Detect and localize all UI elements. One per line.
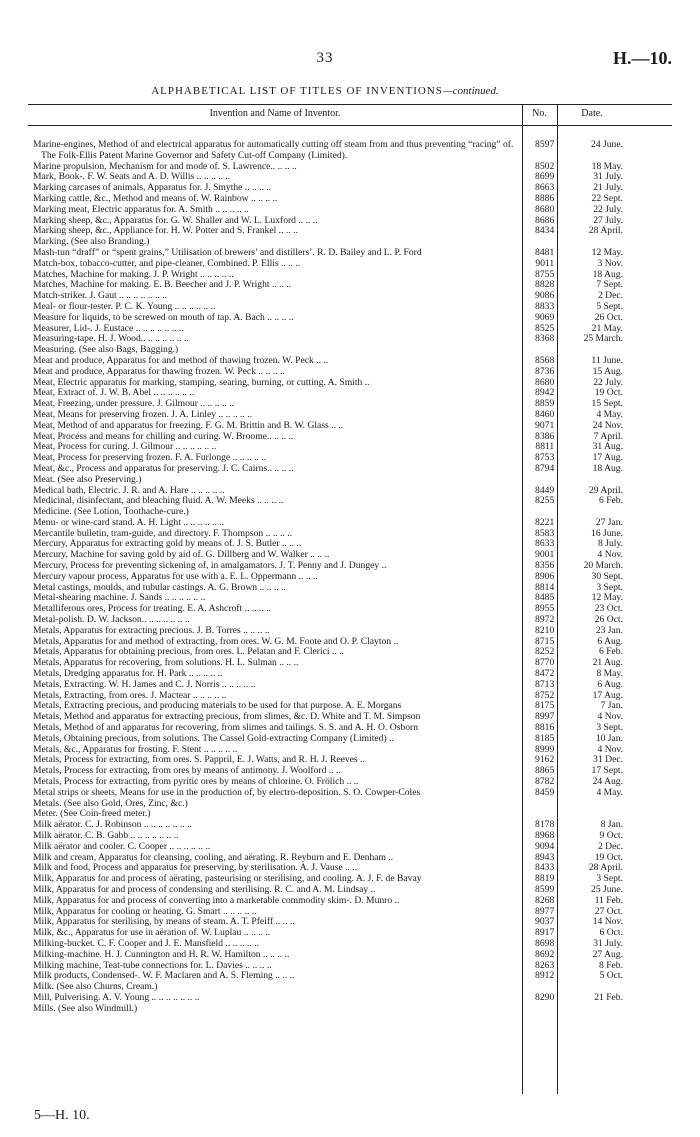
entry-number: 8698 <box>535 937 555 949</box>
entry-number: 8434 <box>535 225 555 237</box>
footer-signature: 5—H. 10. <box>34 1108 90 1123</box>
entry-date: 27 July. <box>593 214 623 226</box>
entry-date: 31 Dec. <box>593 754 623 766</box>
entry-title: Milk, &c., Apparatus for use in aëration of. W. Luplau .. .. .. .. <box>33 927 271 939</box>
entry-title: Mercury vapour process, Apparatus for use with a. E. L. Oppermann .. .. .. <box>33 570 318 582</box>
entry-date: 2 Dec. <box>597 840 623 852</box>
entry-title: Meat, Freezing, under pressure. J. Gilmour .. .. .. .. .. <box>33 398 234 410</box>
entry-number: 8828 <box>535 279 555 291</box>
entry-title: Measurer, Lid-. J. Eustace .. .. .. .. .. .. .. <box>33 322 184 334</box>
entry-number: 8819 <box>535 873 555 885</box>
entry-number: 8481 <box>535 246 555 258</box>
entry-title: Menu- or wine-card stand. A. H. Light .. .. .. .. .. .. <box>33 516 225 528</box>
entry-date: 8 Jan. <box>600 819 623 831</box>
entry-date: 23 Jan. <box>595 624 623 636</box>
entry-title: Milking machine, Teat-tube connections for. L. Davies .. .. .. .. <box>33 959 272 971</box>
entry-date: 21 Aug. <box>592 657 623 669</box>
entry-date: 6 Feb. <box>599 646 623 658</box>
entry-date: 2 Dec. <box>597 290 623 302</box>
entry-date: 5 Sept. <box>596 300 623 312</box>
entry-date: 7 April. <box>593 430 623 442</box>
entry-title: Meat and produce, Apparatus for and method of thawing frozen. W. Peck .. .. <box>33 354 329 366</box>
entry-number: 9037 <box>535 916 555 928</box>
entry-number: 8699 <box>535 171 555 183</box>
entry-number: 9001 <box>535 549 555 561</box>
entry-number: 8597 <box>535 139 555 150</box>
entry-date: 24 June. <box>591 139 623 150</box>
entry-date: 25 June. <box>591 883 623 895</box>
entry-number: 8210 <box>535 624 555 636</box>
entry-date: 7 Jan. <box>600 700 623 712</box>
entry-date: 15 Aug. <box>592 365 623 377</box>
entry-date: 11 Feb. <box>594 894 623 906</box>
entry-title: Marine propulsion, Mechanism for and mode of. S. Lawrence.. .. .. .. <box>33 160 297 172</box>
entry-number: 8977 <box>535 905 555 917</box>
entry-title: Milk, Apparatus for sterilising, by means of steam. A. T. Pfeiff .. .. .. <box>33 916 295 928</box>
entry-title: Mercantile bulletin, tram-guide, and directory. F. Thompson .. .. .. .. <box>33 527 293 539</box>
entry-date <box>556 475 627 486</box>
entry-date: 10 Jan. <box>595 732 623 744</box>
entry-title: Mercury, Machine for saving gold by aid of. G. Dillberg and W. Walker .. .. .. <box>33 549 330 561</box>
entry-number: 8356 <box>535 560 555 572</box>
entry-date: 16 June. <box>591 527 623 539</box>
entry-date: 22 July. <box>593 203 623 215</box>
entry-title: Metal-polish. D. W. Jackson.. .. .. .. .. .. .. <box>33 614 190 626</box>
entry-date: 26 Oct. <box>594 614 623 626</box>
entry-title: Marking sheep, &c., Appliance for. H. W. Potter and S. Frankel .. .. .. <box>33 225 298 237</box>
entry-number: 8997 <box>535 711 555 723</box>
entry-number: 8833 <box>535 300 555 312</box>
header-invention: Invention and Name of Inventor. <box>209 108 341 119</box>
list-item <box>33 788 627 799</box>
list-item <box>33 313 627 324</box>
page-number: 33 <box>316 50 334 66</box>
entry-number: 8811 <box>535 441 555 453</box>
entry-number: 8955 <box>535 603 555 615</box>
entry-title: Milk and cream, Apparatus for cleansing, cooling, and aërating. R. Reyburn and E. Denham .. <box>33 851 394 863</box>
entry-number: 8263 <box>535 959 555 971</box>
entry-date: 8 Feb. <box>599 959 623 971</box>
entry-number: 8686 <box>535 214 555 226</box>
entry-number: 8943 <box>535 851 555 863</box>
entry-number: 9162 <box>535 754 555 766</box>
list-item <box>33 950 627 961</box>
entry-number: 8968 <box>535 830 555 841</box>
entry-date: 21 Feb. <box>594 991 623 1003</box>
entry-number: 8633 <box>535 538 555 550</box>
entry-title: Mills. (See also Windmill.) <box>33 1002 138 1014</box>
entry-date: 3 Sept. <box>596 873 623 885</box>
entry-title: Mark, Book-. F. W. Seats and A. D. Willis .. .. .. .. .. <box>33 171 231 183</box>
entry-title: Metals, Dredging apparatus for. H. Park .. .. .. .. .. <box>33 668 223 680</box>
inventions-list <box>33 140 627 1015</box>
entry-title: Metals, Obtaining precious, from solutions. The Cassel Gold-extracting Company (Limited) .. <box>33 732 394 744</box>
entry-title: Milk products, Condensed-. W. F. Maclaren and A. S. Fleming .. .. .. <box>33 970 295 982</box>
list-item <box>33 367 627 378</box>
entry-date: 17 Aug. <box>592 452 623 464</box>
entry-date: 3 Sept. <box>596 722 623 734</box>
entry-number: 8221 <box>535 516 555 528</box>
entry-title: Milk aërator. C. J. Robinson .. .. .. .. .. .. .. <box>33 819 192 831</box>
entry-title: Metals, Method and apparatus for extracting precious, from slimes, &c. D. White and T. M. Simpson <box>33 711 421 723</box>
entry-date: 27 Jan. <box>595 516 623 528</box>
entry-date: 4 Nov. <box>597 711 623 723</box>
entry-title: Milk and food, Process and apparatus for preserving, by sterilisation. A. J. Vause .. .. <box>33 862 358 874</box>
entry-title: Meat, Electric apparatus for marking, stamping, searing, burning, or cutting. A. Smith .. <box>33 376 370 388</box>
entry-number: 8859 <box>535 398 555 410</box>
entry-date: 15 Sept. <box>591 398 623 410</box>
entry-number: 8770 <box>535 657 555 669</box>
entry-number: 8252 <box>535 646 555 658</box>
entry-date: 29 April. <box>588 484 623 496</box>
entry-number: 8713 <box>535 678 555 690</box>
entry-number: 8755 <box>535 268 555 280</box>
page-title <box>0 85 650 97</box>
entry-date: 5 Oct. <box>599 970 623 982</box>
entry-date: 14 Nov. <box>592 916 623 928</box>
entry-date: 31 July. <box>593 937 623 949</box>
entry-number: 8583 <box>535 527 555 539</box>
entry-title: Metals, Apparatus for extracting precious. J. B. Torres .. .. .. .. <box>33 624 270 636</box>
entry-title: Match-striker. J. Gaut .. .. .. .. .. .. .. <box>33 290 168 302</box>
entry-date <box>556 799 627 810</box>
entry-date: 6 Oct. <box>599 927 623 939</box>
title-suffix: —continued. <box>442 85 499 97</box>
entry-date: 21 May. <box>591 322 623 334</box>
entry-title: Metal castings, moulds, and tubular castings. A. G. Brown .. .. .. .. <box>33 581 286 593</box>
entry-number: 8972 <box>535 614 555 626</box>
entry-date: 19 Oct. <box>594 851 623 863</box>
entry-number: 8502 <box>535 160 555 172</box>
list-item <box>33 842 627 853</box>
header-date: Date. <box>581 108 603 119</box>
list-item <box>33 1004 627 1015</box>
entry-number: 9069 <box>535 311 555 323</box>
entry-number: 8814 <box>535 581 555 593</box>
entry-title: Marking. (See also Branding.) <box>33 236 150 248</box>
entry-date: 6 Aug. <box>597 635 623 647</box>
entry-date: 26 Oct. <box>594 311 623 323</box>
entry-number: 9071 <box>535 419 555 431</box>
entry-title: Metals. (See also Gold, Ores, Zinc, &c.) <box>33 797 188 809</box>
entry-title: Mill, Pulverising. A. V. Young .. .. .. .. .. .. .. <box>33 991 200 1003</box>
entry-title: Measuring-tape. H. J. Wood.. .. .. .. .. .. .. <box>33 333 189 345</box>
entry-number: 8255 <box>535 495 555 507</box>
entry-title: Marking meat, Electric apparatus for. A. Smith .. .. .. .. .. <box>33 203 249 215</box>
entry-title: Marking sheep, &c., Apparatus for. G. W. Shaller and W. L. Luxford .. .. .. <box>33 214 318 226</box>
entry-number: 9086 <box>535 290 555 302</box>
entry-number: 8568 <box>535 354 555 366</box>
entry-date: 6 Feb. <box>599 495 623 507</box>
entry-number: 8175 <box>535 700 555 712</box>
entry-date: 11 June. <box>591 354 623 366</box>
entry-title: Meat. (See also Preserving.) <box>33 473 142 485</box>
entry-date: 22 Sept. <box>591 192 623 204</box>
entry-number: 8942 <box>535 387 555 399</box>
entry-title: Metals, Process for extracting, from ores. S. Pappril, E. J. Watts, and R. H. J. Reeves .. <box>33 754 365 766</box>
entry-title: Metals, Method of and apparatus for recovering, from slimes and tailings. S. S. and A. H. O. Osborn <box>33 722 419 734</box>
entry-date: 12 May. <box>591 246 623 258</box>
entry-title: Metals, Process for extracting, from pyritic ores by means of chlorine. O. Frölich .. .. <box>33 776 359 788</box>
list-item <box>33 205 627 216</box>
entry-date: 18 May. <box>591 160 623 172</box>
list-item <box>33 140 627 162</box>
list-item <box>33 421 627 432</box>
entry-title: Meal- or flour-tester. P. C. K. Young .. .. .. .. .. .. <box>33 300 216 312</box>
entry-title: Matches, Machine for making. J. P. Wright .. .. .. .. .. <box>33 268 234 280</box>
entry-title: Milk, Apparatus for and process of aërating, pasteurising or sterilising, and cooling. A. J. F. de Bavay <box>33 873 422 885</box>
entry-title: Meat, Process for preserving frozen. F. A. Furlonge .. .. .. .. .. <box>33 452 267 464</box>
entry-number: 8680 <box>535 376 555 388</box>
entry-number: 9011 <box>535 257 555 269</box>
entry-date: 22 July. <box>593 376 623 388</box>
entry-date: 17 Sept. <box>591 765 623 777</box>
entry-date: 8 July. <box>598 538 623 550</box>
entry-date: 7 Sept. <box>596 279 623 291</box>
entry-title: Measure for liquids, to be screwed on mouth of tap. A. Bach .. .. .. .. <box>33 311 294 323</box>
entry-date: 9 Oct. <box>599 830 623 841</box>
entry-date: 20 March. <box>583 560 623 572</box>
entry-number: 8752 <box>535 689 555 701</box>
entry-title: Measuring. (See also Bags, Bagging.) <box>33 344 179 356</box>
entry-title: Medical bath, Electric. J. R. and A. Hare .. .. .. .. .. <box>33 484 225 496</box>
entry-title: Mercury, Process for preventing sickening of, in amalgamators. J. T. Penny and J. Dungey .. <box>33 560 387 572</box>
entry-number: 8680 <box>535 203 555 215</box>
entry-number: 8268 <box>535 894 555 906</box>
entry-title: Milk, Apparatus for cooling or heating. G. Smart .. .. .. .. .. <box>33 905 257 917</box>
entry-date: 24 Nov. <box>592 419 623 431</box>
entry-number: 8886 <box>535 192 555 204</box>
entry-date: 27 Oct. <box>594 905 623 917</box>
entry-title: Marine-engines, Method of and electrical apparatus for automatically cutting off steam from and thus preventing “racing” of. The Folk-Ellis Patent Marine Governor and Safety Cut-off Company (Limited). <box>33 139 514 161</box>
entry-number <box>517 1004 556 1015</box>
entry-number: 8178 <box>535 819 555 831</box>
list-item <box>33 475 627 486</box>
entry-number: 8485 <box>535 592 555 604</box>
entry-title: Meat, Method of and apparatus for freezing. F. G. M. Brittin and B. W. Glass .. .. <box>33 419 344 431</box>
table-header-rule <box>28 125 672 126</box>
entry-title: Meat, Means for preserving frozen. J. A. Linley .. .. .. .. .. <box>33 408 253 420</box>
entry-title: Meter. (See Coin-freed meter.) <box>33 808 151 820</box>
entry-title: Milking-machine. H. J. Cunnington and H. R. W. Hamilton .. .. .. .. <box>33 948 290 960</box>
entry-date: 6 Aug. <box>597 678 623 690</box>
entry-number: 9094 <box>535 840 555 852</box>
entry-number: 8185 <box>535 732 555 744</box>
entry-date: 4 Nov. <box>597 549 623 561</box>
list-item <box>33 259 627 270</box>
entry-date: 31 Aug. <box>592 441 623 453</box>
entry-date: 28 April. <box>588 225 623 237</box>
entry-title: Meat, Extract of. J. W. B. Abel .. .. .. .. .. .. <box>33 387 195 399</box>
entry-number: 8368 <box>535 333 555 345</box>
entry-title: Metals, Apparatus for recovering, from solutions. H. L. Sulman .. .. .. <box>33 657 299 669</box>
entry-number: 8290 <box>535 991 555 1003</box>
entry-number: 8459 <box>535 786 555 798</box>
entry-number: 8525 <box>535 322 555 334</box>
entry-title: Medicine. (See Lotion, Toothache-cure.) <box>33 506 189 518</box>
entry-title: Milk, Apparatus for and process of converting into a marketable commodity skim-. D. Munro .. <box>33 894 400 906</box>
entry-number: 8865 <box>535 765 555 777</box>
entry-title: Match-box, tobacco-cutter, and pipe-cleaner, Combined. P. Ellis .. .. .. <box>33 257 301 269</box>
entry-number: 8816 <box>535 722 555 734</box>
entry-number: 8906 <box>535 570 555 582</box>
entry-number: 8460 <box>535 408 555 420</box>
entry-title: Meat, &c., Process and apparatus for preserving. J. C. Cairns.. .. .. .. <box>33 462 294 474</box>
entry-number: 8999 <box>535 743 555 755</box>
entry-title: Metals, Apparatus for obtaining precious, from ores. L. Pelatan and F. Clerici .. .. <box>33 646 344 658</box>
entry-date: 3 Nov. <box>597 257 623 269</box>
entry-date: 23 Oct. <box>594 603 623 615</box>
entry-title: Meat, Process for curing. J. Gilmour .. .. .. .. .. .. <box>33 441 217 453</box>
entry-date: 17 Aug. <box>592 689 623 701</box>
entry-number: 8663 <box>535 182 555 194</box>
entry-title: Metal-shearing machine. J. Sands .. .. .. .. .. .. <box>33 592 206 604</box>
entry-number: 8736 <box>535 365 555 377</box>
entry-title: Marking carcases of animals, Apparatus for. J. Smythe .. .. .. .. <box>33 182 272 194</box>
entry-title: Metals, Process for extracting, from ores by means of antimony. J. Woolford .. .. <box>33 765 341 777</box>
entry-number: 8449 <box>535 484 555 496</box>
entry-title: Metals, &c., Apparatus for frosting. F. Stent .. .. .. .. .. <box>33 743 238 755</box>
entry-date: 19 Oct. <box>594 387 623 399</box>
entry-title: Marking cattle, &c., Method and means of. W. Rainbow .. .. .. .. <box>33 192 278 204</box>
table-top-rule <box>28 104 672 105</box>
entry-title: Metals, Extracting precious, and producing materials to be used for that purpose. A. E. Morgans <box>33 700 402 712</box>
entry-number: 8599 <box>535 883 555 895</box>
entry-number: 8433 <box>535 862 555 874</box>
entry-title: Metals, Extracting, from ores. J. Mactear .. .. .. .. .. <box>33 689 227 701</box>
entry-date: 12 May. <box>591 592 623 604</box>
entry-date: 18 Aug. <box>592 268 623 280</box>
entry-title: Metals, Extracting. W. H. James and C. J. Norris .. .. .. .. .. <box>33 678 256 690</box>
entry-number: 8782 <box>535 776 555 788</box>
entry-title: Milking-bucket. C. F. Cooper and J. E. Mansfield .. .. .. .. .. <box>33 937 259 949</box>
entry-title: Milk. (See also Churns, Cream.) <box>33 981 158 993</box>
entry-title: Metals, Apparatus for and method of extracting, from ores. W. G. M. Foote and O. P. Clayton .. <box>33 635 399 647</box>
entry-number: 8472 <box>535 668 555 680</box>
entry-date: 4 Nov. <box>597 743 623 755</box>
entry-number: 8912 <box>535 970 555 982</box>
entry-date: 21 July. <box>593 182 623 194</box>
entry-date: 4 May. <box>596 786 623 798</box>
entry-number: 8794 <box>535 462 555 474</box>
entry-date: 31 July. <box>593 171 623 183</box>
entry-title: Meat and produce, Apparatus for thawing frozen. W. Peck .. .. .. .. <box>33 365 285 377</box>
list-item <box>33 896 627 907</box>
entry-title: Metalliferous ores, Process for treating. E. A. Ashcroft .. .. .. .. <box>33 603 271 615</box>
entry-number: 8692 <box>535 948 555 960</box>
entry-title: Milk, Apparatus for and process of condensing and sterilising. R. C. and A. M. Lindsay .. <box>33 883 376 895</box>
entry-title: Mash-tun “draff” or “spent grains,” Utilisation of brewers’ and distillers’. R. D. Bailey and L. P. Ford <box>33 246 422 258</box>
entry-number: 8715 <box>535 635 555 647</box>
entry-title: Milk aërator. C. B. Gabb .. .. .. .. .. .. .. <box>33 830 179 841</box>
entry-date: 30 Sept. <box>591 570 623 582</box>
entry-number: 8917 <box>535 927 555 939</box>
entry-number: 8753 <box>535 452 555 464</box>
page-reference: H.—10. <box>612 48 672 68</box>
entry-title: Mercury, Apparatus for extracting gold by means of. J. S. Butler .. .. .. <box>33 538 302 550</box>
entry-date: 18 Aug. <box>592 462 623 474</box>
entry-title: Matches, Machine for making. E. B. Beecher and J. P. Wright .. .. .. <box>33 279 292 291</box>
header-no: No. <box>532 108 547 119</box>
entry-title: Medicinal, disinfectant, and bleaching fluid. A. W. Meeks .. .. .. .. <box>33 495 284 507</box>
entry-title: Meat, Process and means for chilling and curing. W. Broome.. .. .. .. <box>33 430 294 442</box>
entry-date <box>556 1004 627 1015</box>
list-item <box>33 734 627 745</box>
entry-date: 4 May. <box>596 408 623 420</box>
title-text: ALPHABETICAL LIST OF TITLES OF INVENTIONS <box>151 85 443 97</box>
entry-date: 3 Sept. <box>596 581 623 593</box>
entry-number: 8386 <box>535 430 555 442</box>
entry-date: 27 Aug. <box>592 948 623 960</box>
entry-number <box>517 475 556 486</box>
entry-date: 28 April. <box>588 862 623 874</box>
entry-title: Metal strips or sheets, Means for use in the production of, by electro-deposition. S. O. Cowper-Coles <box>33 786 421 798</box>
entry-date: 25 March. <box>583 333 623 345</box>
entry-title: Milk aërator and cooler. C. Cooper .. .. .. .. .. .. <box>33 840 211 852</box>
entry-date: 8 May. <box>596 668 623 680</box>
entry-number <box>517 799 556 810</box>
entry-date: 24 Aug. <box>592 776 623 788</box>
